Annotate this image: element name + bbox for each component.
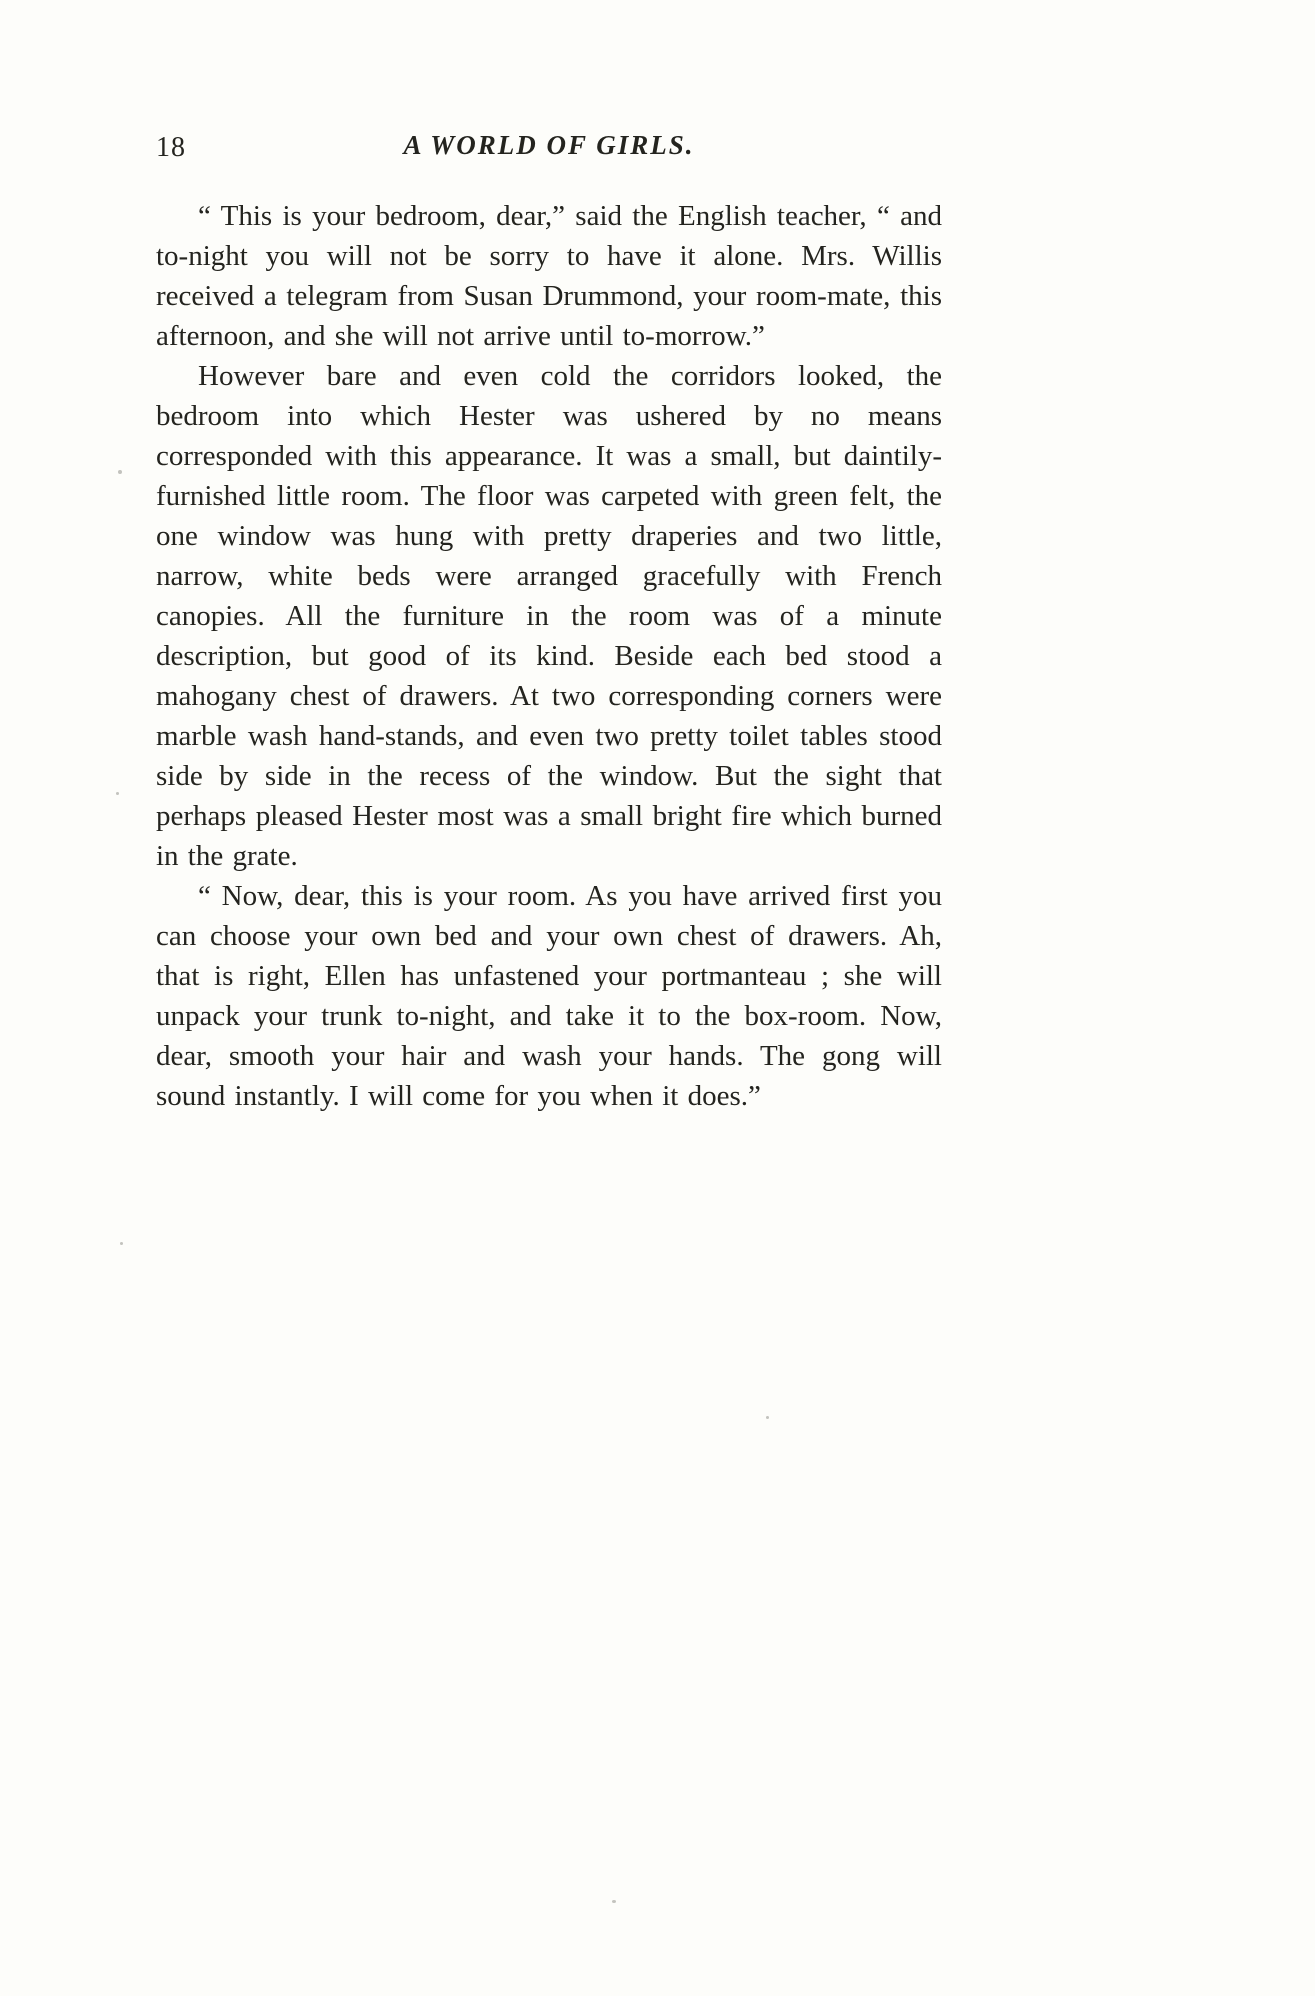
running-title: A WORLD OF GIRLS. [403, 130, 695, 160]
paragraph-1: “ This is your bedroom, dear,” said the English teacher, “ and to-night you will not be sorry to have it alone. Mrs. Willis received a telegram from Susan Drummond, your room-mate, this afternoon, and she will not arrive until to-morrow.” [156, 200, 942, 352]
page-content [156, 130, 942, 1116]
page-header [156, 130, 942, 170]
page-number: 18 [156, 132, 186, 163]
paragraph-3: “ Now, dear, this is your room. As you have arrived first you can choose your own bed and your own chest of drawers. Ah, that is right, Ellen has unfastened your portmanteau ; she will unpack your trunk to-night, and take it to the box-room. Now, dear, smooth your hair and wash your hands. The gong will sound instantly. I will come for you when it does.” [156, 880, 942, 1112]
page-body [156, 196, 942, 1116]
paragraph-2: However bare and even cold the corridors looked, the bedroom into which Hester was ushered by no means corresponded with this appearance. It was a small, but daintily-furnished little room. The floor was carpeted with green felt, the one window was hung with pretty draperies and two little, narrow, white beds were arranged gracefully with French canopies. All the furniture in the room was of a minute description, but good of its kind. Beside each bed stood a mahogany chest of drawers. At two corresponding corners were marble wash hand-stands, and even two pretty toilet tables stood side by side in the recess of the window. But the sight that perhaps pleased Hester most was a small bright fire which burned in the grate. [156, 360, 942, 872]
scan-speck [116, 792, 119, 795]
scan-speck [612, 1900, 616, 1903]
scan-speck [766, 1416, 769, 1419]
scan-speck [118, 470, 122, 474]
scan-speck [120, 1242, 123, 1245]
